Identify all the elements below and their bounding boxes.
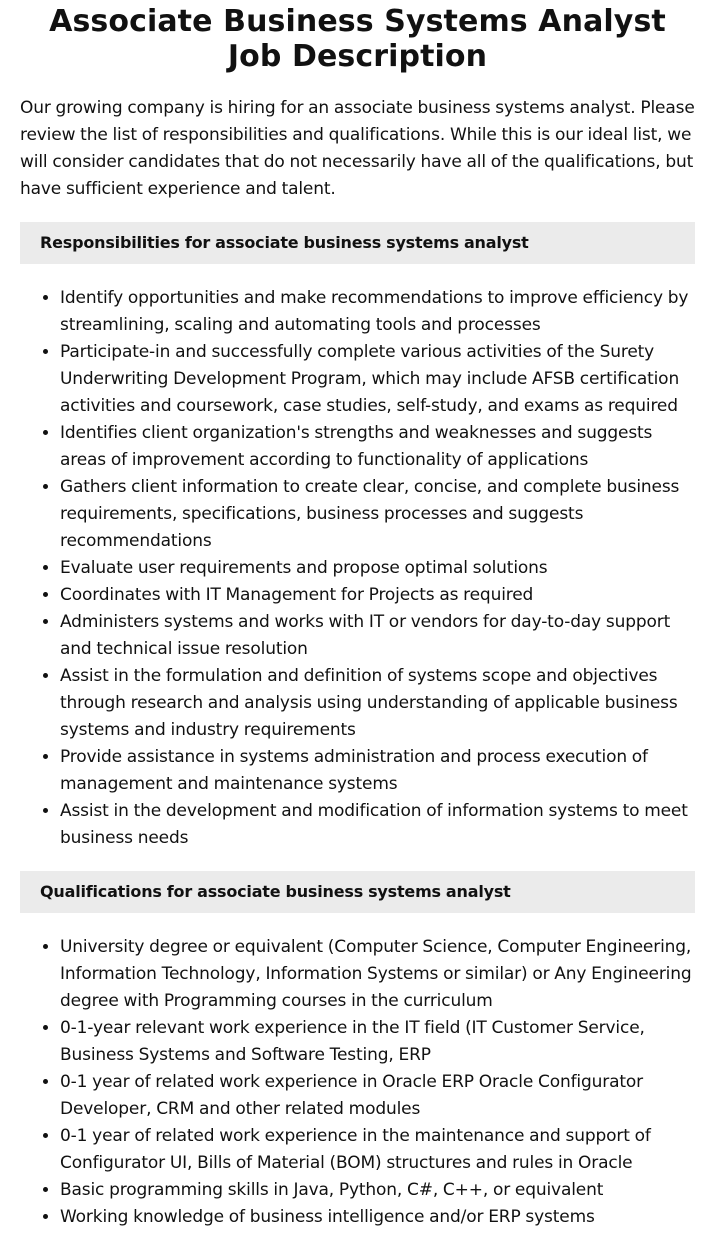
list-item: • University degree or equivalent (Computer Science, Computer Engineering, Information Technology, Information Systems or similar) or Any Engineering degree with Programming courses in the curriculum: [60, 934, 695, 1015]
list-item: • Administers systems and works with IT or vendors for day-to-day support and technical issue resolution: [60, 609, 695, 663]
list-item: • Gathers client information to create clear, concise, and complete business requirements, specifications, business processes and suggests recommendations: [60, 474, 695, 555]
list-item: • 0-1 year of related work experience in Oracle ERP Oracle Configurator Developer, CRM and other related modules: [60, 1069, 695, 1123]
list-item: • Provide assistance in systems administration and process execution of management and maintenance systems: [60, 744, 695, 798]
list-item: • Evaluate user requirements and propose optimal solutions: [60, 555, 695, 582]
list-item: • Identifies client organization's strengths and weaknesses and suggests areas of improvement according to functionality of applications: [60, 420, 695, 474]
job-description-page: [20, 0, 695, 1231]
list-item: • Coordinates with IT Management for Projects as required: [60, 582, 695, 609]
list-item: • Assist in the formulation and definition of systems scope and objectives through research and analysis using understanding of applicable business systems and industry requirements: [60, 663, 695, 744]
list-item: • 0-1-year relevant work experience in the IT field (IT Customer Service, Business Systems and Software Testing, ERP: [60, 1015, 695, 1069]
list-item: • 0-1 year of related work experience in the maintenance and support of Configurator UI, Bills of Material (BOM) structures and rules in Oracle: [60, 1123, 695, 1177]
page-title: Associate Business Systems Analyst Job Description: [49, 4, 666, 74]
qualifications-heading: Qualifications for associate business systems analyst: [20, 871, 695, 913]
responsibilities-list: [20, 285, 695, 852]
list-item: • Identify opportunities and make recommendations to improve efficiency by streamlining, scaling and automating tools and processes: [60, 285, 695, 339]
list-item: • Participate-in and successfully complete various activities of the Surety Underwriting Development Program, which may include AFSB certification activities and coursework, case studies, self-study, and exams as required: [60, 339, 695, 420]
intro-paragraph: Our growing company is hiring for an associate business systems analyst. Please review the list of responsibilities and qualifications. While this is our ideal list, we will consider candidates that do not necessarily have all of the qualifications, but have sufficient experience and talent.: [20, 98, 695, 199]
list-item: • Basic programming skills in Java, Python, C#, C++, or equivalent: [60, 1177, 695, 1204]
list-item: • Working knowledge of business intelligence and/or ERP systems: [60, 1204, 695, 1231]
qualifications-list: [20, 934, 695, 1231]
responsibilities-heading: Responsibilities for associate business systems analyst: [20, 222, 695, 264]
list-item: • Assist in the development and modification of information systems to meet business needs: [60, 798, 695, 852]
